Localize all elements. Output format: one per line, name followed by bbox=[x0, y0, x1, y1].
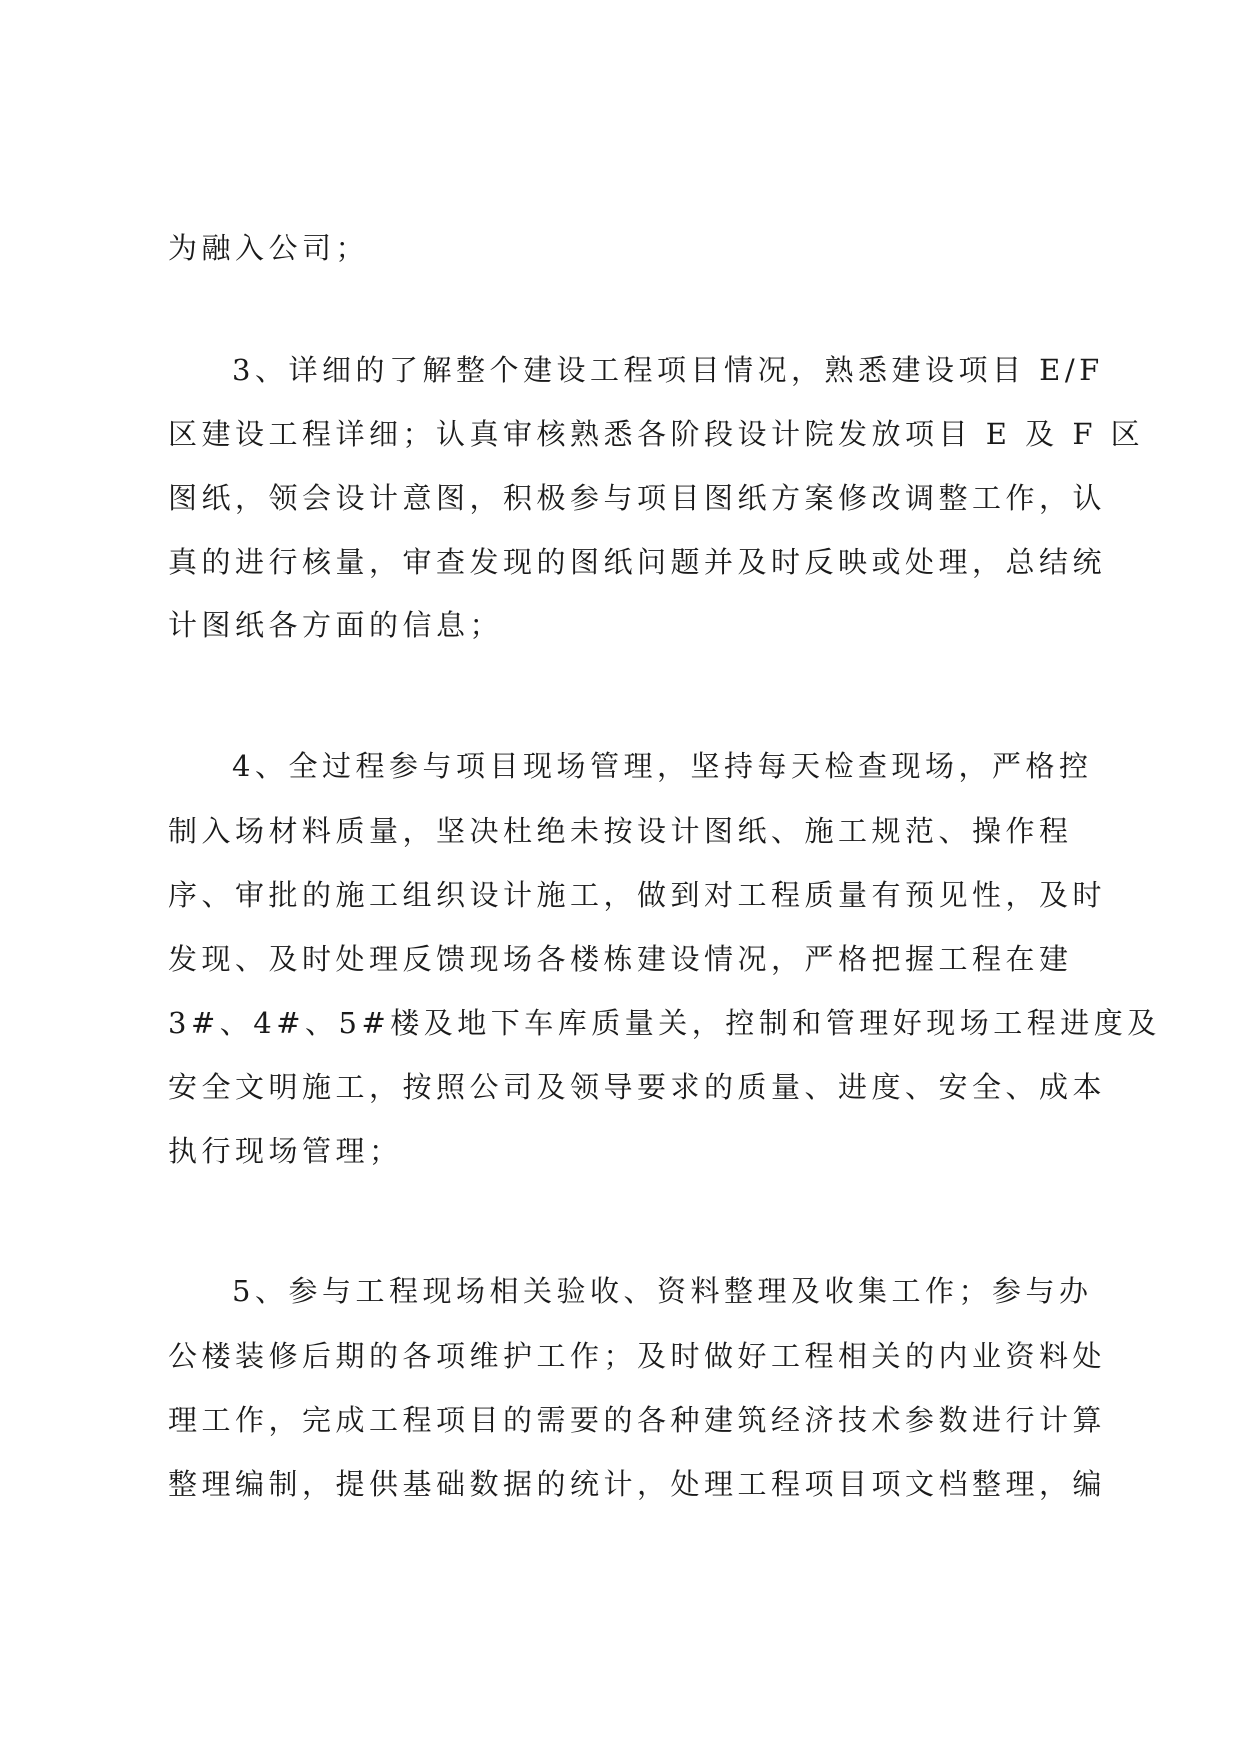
text-line-6: 计图纸各方面的信息； bbox=[168, 608, 504, 642]
text-line-10: 发现、及时处理反馈现场各楼栋建设情况，严格把握工程在建 bbox=[168, 942, 1073, 976]
text-line-7: 4、全过程参与项目现场管理，坚持每天检查现场，严格控 bbox=[232, 749, 1093, 783]
text-line-15: 公楼装修后期的各项维护工作；及时做好工程相关的内业资料处 bbox=[168, 1339, 1107, 1373]
text-line-11: 3#、4#、5#楼及地下车库质量关，控制和管理好现场工程进度及 bbox=[168, 1006, 1161, 1040]
text-line-3: 区建设工程详细；认真审核熟悉各阶段设计院发放项目 E 及 F 区 bbox=[168, 417, 1145, 451]
text-line-9: 序、审批的施工组织设计施工，做到对工程质量有预见性，及时 bbox=[168, 878, 1107, 912]
text-line-4: 图纸，领会设计意图，积极参与项目图纸方案修改调整工作，认 bbox=[168, 481, 1107, 515]
text-line-8: 制入场材料质量，坚决杜绝未按设计图纸、施工规范、操作程 bbox=[168, 814, 1073, 848]
text-line-2: 3、详细的了解整个建设工程项目情况，熟悉建设项目 E/F bbox=[232, 353, 1104, 387]
text-line-17: 整理编制，提供基础数据的统计，处理工程项目项文档整理，编 bbox=[168, 1467, 1107, 1501]
text-line-12: 安全文明施工，按照公司及领导要求的质量、进度、安全、成本 bbox=[168, 1070, 1107, 1104]
text-line-13: 执行现场管理； bbox=[168, 1134, 403, 1168]
text-line-14: 5、参与工程现场相关验收、资料整理及收集工作；参与办 bbox=[232, 1274, 1093, 1308]
text-line-5: 真的进行核量，审查发现的图纸问题并及时反映或处理，总结统 bbox=[168, 545, 1107, 579]
text-line-16: 理工作，完成工程项目的需要的各种建筑经济技术参数进行计算 bbox=[168, 1403, 1107, 1437]
text-line-1: 为融入公司； bbox=[168, 231, 370, 265]
